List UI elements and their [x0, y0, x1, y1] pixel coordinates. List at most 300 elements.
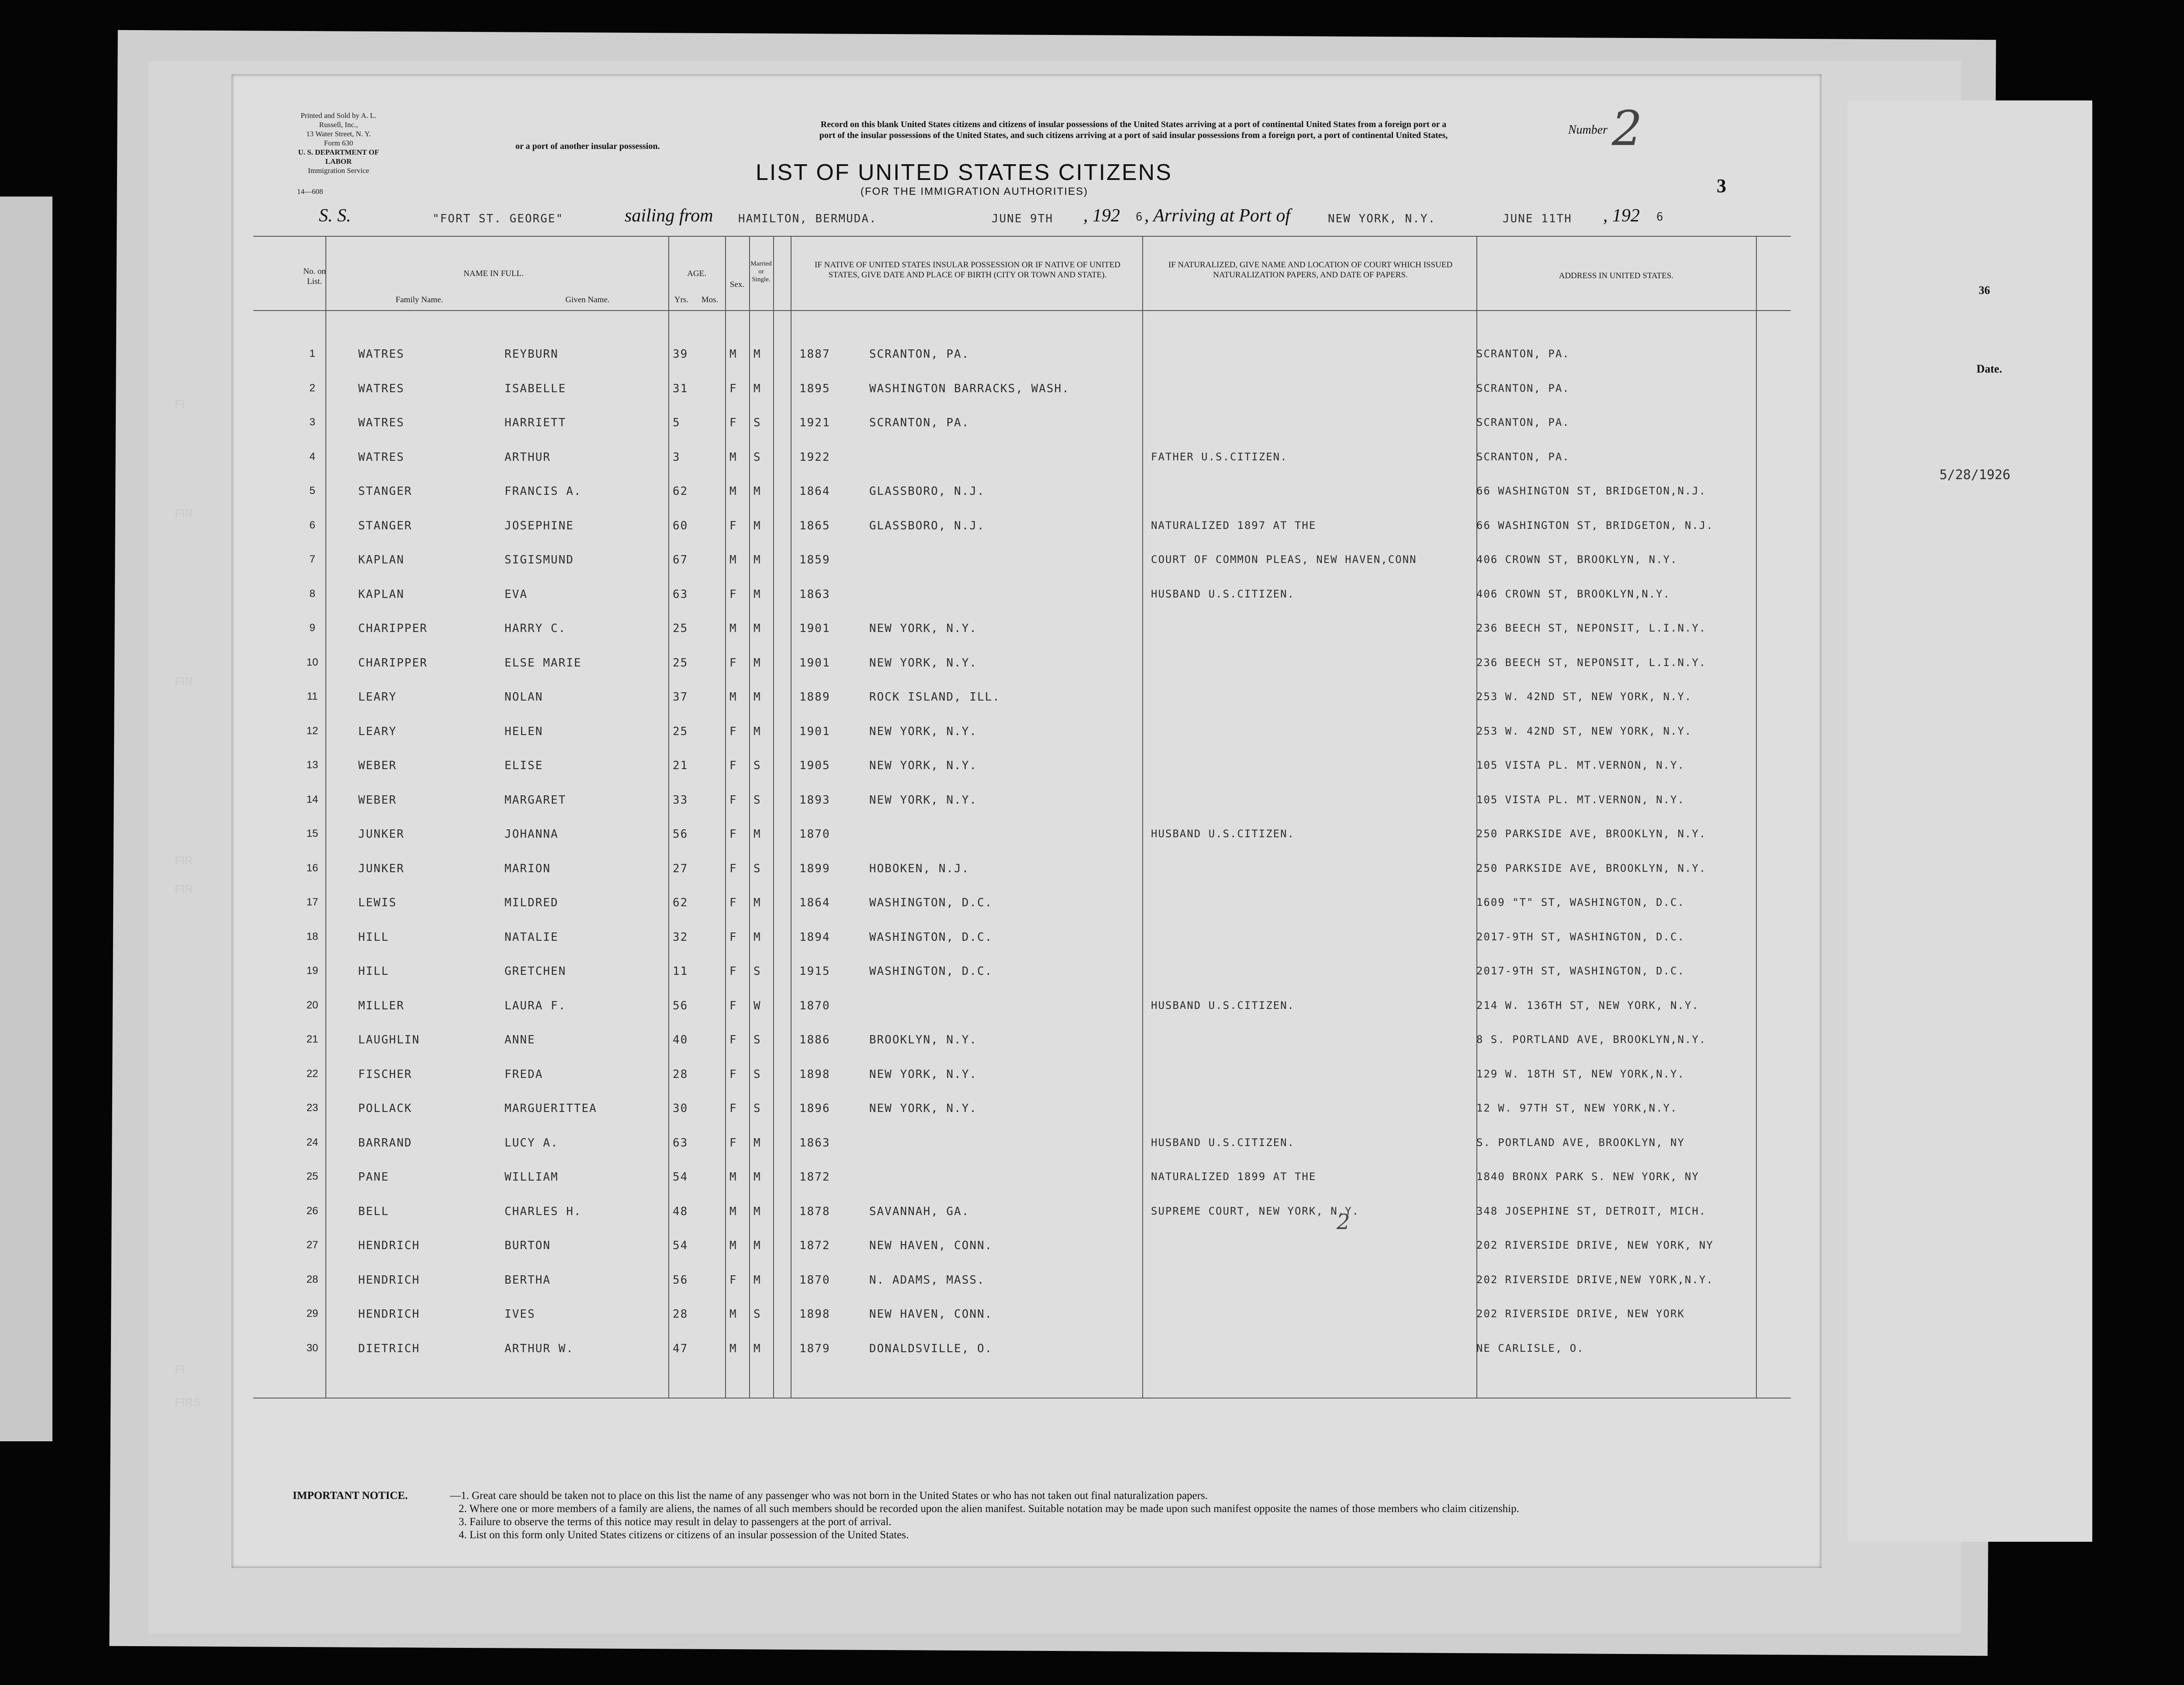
given-name: ANNE: [505, 1033, 536, 1046]
marital-status: M: [753, 1239, 761, 1252]
us-address: 214 W. 136TH ST, NEW YORK, N.Y.: [1476, 999, 1699, 1012]
sex: F: [729, 1033, 737, 1046]
side-label: FIR: [175, 507, 193, 520]
row-number: 4: [309, 450, 315, 463]
page-number: 3: [1717, 175, 1726, 197]
sex: M: [729, 1308, 737, 1321]
family-name: KAPLAN: [358, 587, 404, 601]
table-row: [232, 508, 1821, 542]
family-name: FISCHER: [358, 1067, 412, 1081]
birth-year: 1901: [799, 656, 830, 670]
header-naturalized: IF NATURALIZED, GIVE NAME AND LOCATION OF COURT WHICH ISSUED NATURALIZATION PAPERS, AND DATE OF PAPERS.: [1168, 260, 1453, 280]
row-number: 2: [309, 382, 315, 394]
age: 11: [673, 965, 688, 978]
arrival-date: JUNE 11TH: [1503, 212, 1572, 225]
record-line: port of the insular possessions of the United States, and such citizens arriving at a port of said insular possessions from a foreign port, a port of continental United States,: [819, 131, 1448, 140]
marital-status: M: [753, 1171, 761, 1184]
row-number: 19: [306, 965, 318, 977]
sex: F: [729, 382, 737, 395]
given-name: NOLAN: [505, 691, 543, 704]
us-address: SCRANTON, PA.: [1476, 450, 1570, 463]
birth-year: 1893: [799, 793, 830, 807]
header-married: Married or Single.: [750, 260, 772, 283]
sex: M: [729, 691, 737, 704]
birth-place: N. ADAMS, MASS.: [869, 1273, 985, 1287]
age: 67: [673, 553, 688, 566]
notice-text: —1. Great care should be taken not to place on this list the name of any passenger who was not born in the United States or who has not taken out final naturalization papers.: [450, 1490, 1208, 1502]
birth-place: WASHINGTON, D.C.: [869, 965, 993, 978]
given-name: GRETCHEN: [505, 965, 567, 978]
birth-year: 1898: [799, 1308, 830, 1321]
age: 63: [673, 1136, 688, 1150]
family-name: KAPLAN: [358, 553, 404, 566]
marital-status: M: [753, 656, 761, 670]
header-no: No. on List.: [303, 267, 326, 286]
family-name: WATRES: [358, 348, 404, 361]
birth-year: 1872: [799, 1171, 830, 1184]
age: 3: [673, 450, 681, 464]
us-address: 202 RIVERSIDE DRIVE,NEW YORK,N.Y.: [1476, 1273, 1714, 1286]
naturalization: HUSBAND U.S.CITIZEN.: [1151, 828, 1295, 840]
age: 47: [673, 1342, 688, 1355]
us-address: 406 CROWN ST, BROOKLYN,N.Y.: [1476, 587, 1671, 600]
side-label: FI: [175, 1363, 185, 1376]
sex: F: [729, 416, 737, 429]
birth-year: 1859: [799, 553, 830, 566]
given-name: ISABELLE: [505, 382, 567, 395]
naturalization: SUPREME COURT, NEW YORK, N.Y.: [1151, 1205, 1360, 1217]
age: 63: [673, 587, 688, 601]
side-label: FI: [175, 397, 185, 411]
us-address: 2017-9TH ST, WASHINGTON, D.C.: [1476, 965, 1685, 977]
family-name: WATRES: [358, 382, 404, 395]
given-name: MARGUERITTEA: [505, 1102, 597, 1115]
given-name: IVES: [505, 1308, 536, 1321]
row-number: 12: [306, 725, 318, 737]
table-row: [232, 782, 1821, 816]
family-name: PANE: [358, 1171, 389, 1184]
birth-year: 1922: [799, 450, 830, 464]
age: 54: [673, 1239, 688, 1252]
age: 33: [673, 793, 688, 807]
family-name: HILL: [358, 930, 389, 944]
header-given-name: Given Name.: [565, 295, 610, 304]
sex: M: [729, 622, 737, 635]
table-row: [232, 953, 1821, 988]
us-address: 105 VISTA PL. MT.VERNON, N.Y.: [1476, 793, 1685, 806]
side-label: FIRS: [175, 1395, 201, 1409]
marital-status: M: [753, 382, 761, 395]
birth-place: NEW YORK, N.Y.: [869, 793, 978, 807]
given-name: MARION: [505, 862, 551, 875]
header-name-in-full: NAME IN FULL.: [463, 269, 524, 278]
printer-line: Printed and Sold by A. L. Russell, Inc.,: [301, 111, 377, 129]
age: 31: [673, 382, 688, 395]
family-name: DIETRICH: [358, 1342, 420, 1355]
row-number: 7: [309, 553, 315, 565]
birth-year: 1870: [799, 828, 830, 841]
age: 54: [673, 1171, 688, 1184]
table-row: [232, 885, 1821, 919]
sex: F: [729, 896, 737, 909]
printer-line: Form 630: [324, 139, 353, 147]
given-name: JOSEPHINE: [505, 519, 574, 532]
table-row: [232, 1057, 1821, 1091]
row-number: 25: [306, 1171, 318, 1182]
birth-place: SCRANTON, PA.: [869, 416, 970, 429]
us-address: SCRANTON, PA.: [1476, 416, 1570, 428]
given-name: HARRIETT: [505, 416, 567, 429]
table-row: [232, 748, 1821, 782]
birth-year: 1864: [799, 896, 830, 909]
notice-label: IMPORTANT NOTICE.: [293, 1490, 408, 1502]
row-number: 27: [306, 1239, 318, 1251]
given-name: FRANCIS A.: [505, 485, 582, 498]
birth-year: 1889: [799, 691, 830, 704]
given-name: NATALIE: [505, 930, 559, 944]
right-card-date-label: Date.: [1977, 363, 2002, 375]
us-address: 105 VISTA PL. MT.VERNON, N.Y.: [1476, 759, 1685, 771]
table-row: [232, 816, 1821, 850]
marital-status: M: [753, 485, 761, 498]
birth-year: 1870: [799, 1273, 830, 1287]
marital-status: S: [753, 1033, 761, 1046]
marital-status: M: [753, 519, 761, 532]
birth-year: 1863: [799, 587, 830, 601]
given-name: SIGISMUND: [505, 553, 574, 566]
marital-status: S: [753, 1102, 761, 1115]
birth-year: 1921: [799, 416, 830, 429]
year-prefix-1: , 192: [1083, 206, 1120, 226]
manifest-page: [232, 74, 1821, 1568]
ship-name: "FORT ST. GEORGE": [432, 212, 564, 225]
us-address: 1609 "T" ST, WASHINGTON, D.C.: [1476, 896, 1685, 908]
row-number: 17: [306, 896, 318, 908]
sailing-date: JUNE 9TH: [992, 212, 1054, 225]
sex: M: [729, 1205, 737, 1218]
us-address: 66 WASHINGTON ST, BRIDGETON, N.J.: [1476, 519, 1714, 532]
family-name: HENDRICH: [358, 1239, 420, 1252]
passenger-table-body: [232, 336, 1821, 1385]
marital-status: S: [753, 759, 761, 772]
family-name: WATRES: [358, 450, 404, 464]
sex: F: [729, 930, 737, 944]
table-row: [232, 405, 1821, 439]
birth-year: 1864: [799, 485, 830, 498]
sex: F: [729, 1067, 737, 1081]
table-row: [232, 473, 1821, 508]
table-row: [232, 1331, 1821, 1365]
sailing-year: 6: [1136, 211, 1144, 224]
arrival-year: 6: [1656, 211, 1664, 224]
row-number: 8: [309, 587, 315, 600]
printer-line: 13 Water Street, N. Y.: [306, 130, 371, 138]
birth-place: WASHINGTON, D.C.: [869, 930, 993, 944]
sex: F: [729, 1102, 737, 1115]
row-number: 23: [306, 1102, 318, 1114]
birth-year: 1894: [799, 930, 830, 944]
birth-year: 1898: [799, 1067, 830, 1081]
sex: M: [729, 348, 737, 361]
naturalization: COURT OF COMMON PLEAS, NEW HAVEN,CONN: [1151, 553, 1417, 566]
row-number: 1: [309, 348, 315, 359]
family-name: BELL: [358, 1205, 389, 1218]
marital-status: S: [753, 965, 761, 978]
age: 25: [673, 622, 688, 635]
birth-place: NEW HAVEN, CONN.: [869, 1308, 993, 1321]
birth-year: 1887: [799, 348, 830, 361]
marital-status: M: [753, 348, 761, 361]
family-name: LEARY: [358, 725, 397, 738]
sex: F: [729, 828, 737, 841]
given-name: ARTHUR: [505, 450, 551, 464]
family-name: BARRAND: [358, 1136, 412, 1150]
birth-year: 1879: [799, 1342, 830, 1355]
table-row: [232, 1022, 1821, 1056]
marital-status: M: [753, 725, 761, 738]
birth-place: NEW HAVEN, CONN.: [869, 1239, 993, 1252]
form-subtitle: (FOR THE IMMIGRATION AUTHORITIES): [860, 186, 1089, 197]
birth-year: 1863: [799, 1136, 830, 1150]
marital-status: M: [753, 896, 761, 909]
marital-status: S: [753, 862, 761, 875]
us-address: 236 BEECH ST, NEPONSIT, L.I.N.Y.: [1476, 622, 1707, 634]
row-number: 10: [306, 656, 318, 668]
ss-label: S. S.: [319, 206, 351, 226]
notice-item: [293, 1489, 1778, 1502]
family-name: STANGER: [358, 519, 412, 532]
age: 56: [673, 999, 688, 1012]
table-row: [232, 645, 1821, 679]
row-number: 24: [306, 1136, 318, 1148]
birth-year: 1905: [799, 759, 830, 772]
table-row: [232, 1159, 1821, 1193]
birth-place: GLASSBORO, N.J.: [869, 519, 985, 532]
sex: M: [729, 553, 737, 566]
age: 30: [673, 1102, 688, 1115]
birth-place: SCRANTON, PA.: [869, 348, 970, 361]
printer-line: Immigration Service: [308, 166, 370, 175]
given-name: HARRY C.: [505, 622, 567, 635]
row-number: 15: [306, 828, 318, 839]
header-birth: IF NATIVE OF UNITED STATES INSULAR POSSESSION OR IF NATIVE OF UNITED STATES, GIVE DATE AND PLACE OF BIRTH (CITY OR TOWN AND STATE).: [815, 260, 1120, 280]
birth-place: BROOKLYN, N.Y.: [869, 1033, 978, 1046]
row-number: 9: [309, 622, 315, 634]
sex: F: [729, 999, 737, 1012]
age: 60: [673, 519, 688, 532]
table-row: [232, 611, 1821, 645]
marital-status: M: [753, 1205, 761, 1218]
marital-status: M: [753, 930, 761, 944]
table-row: [232, 1262, 1821, 1296]
family-name: STANGER: [358, 485, 412, 498]
given-name: WILLIAM: [505, 1171, 559, 1184]
table-top-rule: [253, 236, 1791, 237]
table-row: [232, 679, 1821, 713]
side-label: FIR: [175, 882, 193, 895]
row-number: 13: [306, 759, 318, 771]
table-row: [232, 919, 1821, 953]
family-name: HENDRICH: [358, 1273, 420, 1287]
age: 25: [673, 725, 688, 738]
arriving-label: , Arriving at Port of: [1144, 206, 1291, 226]
us-address: 202 RIVERSIDE DRIVE, NEW YORK, NY: [1476, 1239, 1714, 1251]
table-row: [232, 1296, 1821, 1330]
marital-status: S: [753, 450, 761, 464]
table-row: [232, 988, 1821, 1022]
given-name: REYBURN: [505, 348, 559, 361]
family-name: WEBER: [358, 759, 397, 772]
naturalization: HUSBAND U.S.CITIZEN.: [1151, 587, 1295, 600]
age: 28: [673, 1067, 688, 1081]
marital-status: M: [753, 1342, 761, 1355]
birth-year: 1872: [799, 1239, 830, 1252]
row-number: 30: [306, 1342, 318, 1354]
number-label: Number: [1568, 123, 1608, 137]
age: 48: [673, 1205, 688, 1218]
given-name: JOHANNA: [505, 828, 559, 841]
family-name: WEBER: [358, 793, 397, 807]
sex: M: [729, 485, 737, 498]
sex: M: [729, 1342, 737, 1355]
us-address: 250 PARKSIDE AVE, BROOKLYN, N.Y.: [1476, 828, 1707, 840]
given-name: FREDA: [505, 1067, 543, 1081]
printer-block: [288, 111, 389, 175]
marital-status: M: [753, 622, 761, 635]
birth-place: NEW YORK, N.Y.: [869, 1102, 978, 1115]
family-name: MILLER: [358, 999, 404, 1012]
us-address: 348 JOSEPHINE ST, DETROIT, MICH.: [1476, 1205, 1707, 1217]
marital-status: M: [753, 1136, 761, 1150]
age: 56: [673, 1273, 688, 1287]
row-number: 11: [307, 691, 318, 702]
naturalization: NATURALIZED 1897 AT THE: [1151, 519, 1317, 532]
family-name: LEARY: [358, 691, 397, 704]
birth-year: 1886: [799, 1033, 830, 1046]
table-row: [232, 714, 1821, 748]
table-row: [232, 336, 1821, 370]
birth-place: SAVANNAH, GA.: [869, 1205, 970, 1218]
right-card-number: 36: [1979, 284, 1990, 297]
row-number: 18: [306, 930, 318, 943]
birth-year: 1901: [799, 622, 830, 635]
given-name: CHARLES H.: [505, 1205, 582, 1218]
us-address: 406 CROWN ST, BROOKLYN, N.Y.: [1476, 553, 1678, 566]
age: 39: [673, 348, 688, 361]
form-code: 14—608: [297, 187, 323, 196]
family-name: LEWIS: [358, 896, 397, 909]
birth-year: 1901: [799, 725, 830, 738]
printer-line: U. S. DEPARTMENT OF LABOR: [298, 148, 379, 166]
naturalization: NATURALIZED 1899 AT THE: [1151, 1171, 1317, 1183]
header-family-name: Family Name.: [395, 295, 443, 304]
birth-place: NEW YORK, N.Y.: [869, 759, 978, 772]
row-number: 14: [306, 793, 318, 805]
marital-status: M: [753, 828, 761, 841]
given-name: MARGARET: [505, 793, 567, 807]
us-address: SCRANTON, PA.: [1476, 348, 1570, 360]
marital-status: S: [753, 1067, 761, 1081]
birth-year: 1878: [799, 1205, 830, 1218]
age: 5: [673, 416, 681, 429]
us-address: 8 S. PORTLAND AVE, BROOKLYN,N.Y.: [1476, 1033, 1707, 1046]
sex: M: [729, 450, 737, 464]
given-name: EVA: [505, 587, 528, 601]
sex: F: [729, 1273, 737, 1287]
naturalization: HUSBAND U.S.CITIZEN.: [1151, 1136, 1295, 1149]
given-name: ELSE MARIE: [505, 656, 582, 670]
sex: F: [729, 725, 737, 738]
given-name: ELISE: [505, 759, 543, 772]
header-mos: Mos.: [701, 295, 719, 304]
birth-place: ROCK ISLAND, ILL.: [869, 691, 1001, 704]
notice-item: 2. Where one or more members of a family are aliens, the names of all such members should be recorded upon the alien manifest. Suitable notation may be made upon such manifest opposite the names of those members who claim citizenship.: [459, 1503, 1520, 1515]
left-paper-edge: [0, 197, 52, 1441]
year-prefix-2: , 192: [1603, 206, 1640, 226]
form-title: LIST OF UNITED STATES CITIZENS: [756, 160, 1172, 185]
sex: F: [729, 965, 737, 978]
age: 27: [673, 862, 688, 875]
birth-place: DONALDSVILLE, O.: [869, 1342, 993, 1355]
family-name: CHARIPPER: [358, 622, 428, 635]
table-row: [232, 851, 1821, 885]
us-address: NE CARLISLE, O.: [1476, 1342, 1584, 1354]
birth-place: WASHINGTON, D.C.: [869, 896, 993, 909]
marital-status: M: [753, 587, 761, 601]
birth-place: GLASSBORO, N.J.: [869, 485, 985, 498]
family-name: POLLACK: [358, 1102, 412, 1115]
row-number: 20: [306, 999, 318, 1011]
side-label: FIR: [175, 675, 193, 688]
birth-place: NEW YORK, N.Y.: [869, 656, 978, 670]
row-number: 26: [306, 1205, 318, 1217]
row-number: 28: [306, 1273, 318, 1285]
handwritten-mark: 2: [1337, 1210, 1350, 1234]
family-name: CHARIPPER: [358, 656, 428, 670]
age: 37: [673, 691, 688, 704]
marital-status: M: [753, 1273, 761, 1287]
side-label: FIR: [175, 854, 193, 867]
table-row: [232, 542, 1821, 576]
us-address: 66 WASHINGTON ST, BRIDGETON,N.J.: [1476, 485, 1707, 497]
birth-year: 1870: [799, 999, 830, 1012]
family-name: WATRES: [358, 416, 404, 429]
notice-item: 4. List on this form only United States citizens or citizens of an insular possession of the United States.: [459, 1529, 909, 1541]
age: 32: [673, 930, 688, 944]
marital-status: S: [753, 416, 761, 429]
age: 28: [673, 1308, 688, 1321]
birth-place: NEW YORK, N.Y.: [869, 622, 978, 635]
us-address: 253 W. 42ND ST, NEW YORK, N.Y.: [1476, 725, 1692, 737]
naturalization: HUSBAND U.S.CITIZEN.: [1151, 999, 1295, 1012]
family-name: LAUGHLIN: [358, 1033, 420, 1046]
sex: F: [729, 793, 737, 807]
departure-port: HAMILTON, BERMUDA.: [738, 212, 877, 225]
sex: M: [729, 1239, 737, 1252]
sex: F: [729, 862, 737, 875]
given-name: BERTHA: [505, 1273, 551, 1287]
birth-year: 1896: [799, 1102, 830, 1115]
birth-year: 1865: [799, 519, 830, 532]
age: 62: [673, 485, 688, 498]
age: 40: [673, 1033, 688, 1046]
us-address: 202 RIVERSIDE DRIVE, NEW YORK: [1476, 1308, 1685, 1320]
us-address: 236 BEECH ST, NEPONSIT, L.I.N.Y.: [1476, 656, 1707, 669]
table-row: [232, 577, 1821, 611]
birth-place: HOBOKEN, N.J.: [869, 862, 970, 875]
given-name: LUCY A.: [505, 1136, 559, 1150]
us-address: S. PORTLAND AVE, BROOKLYN, NY: [1476, 1136, 1685, 1149]
